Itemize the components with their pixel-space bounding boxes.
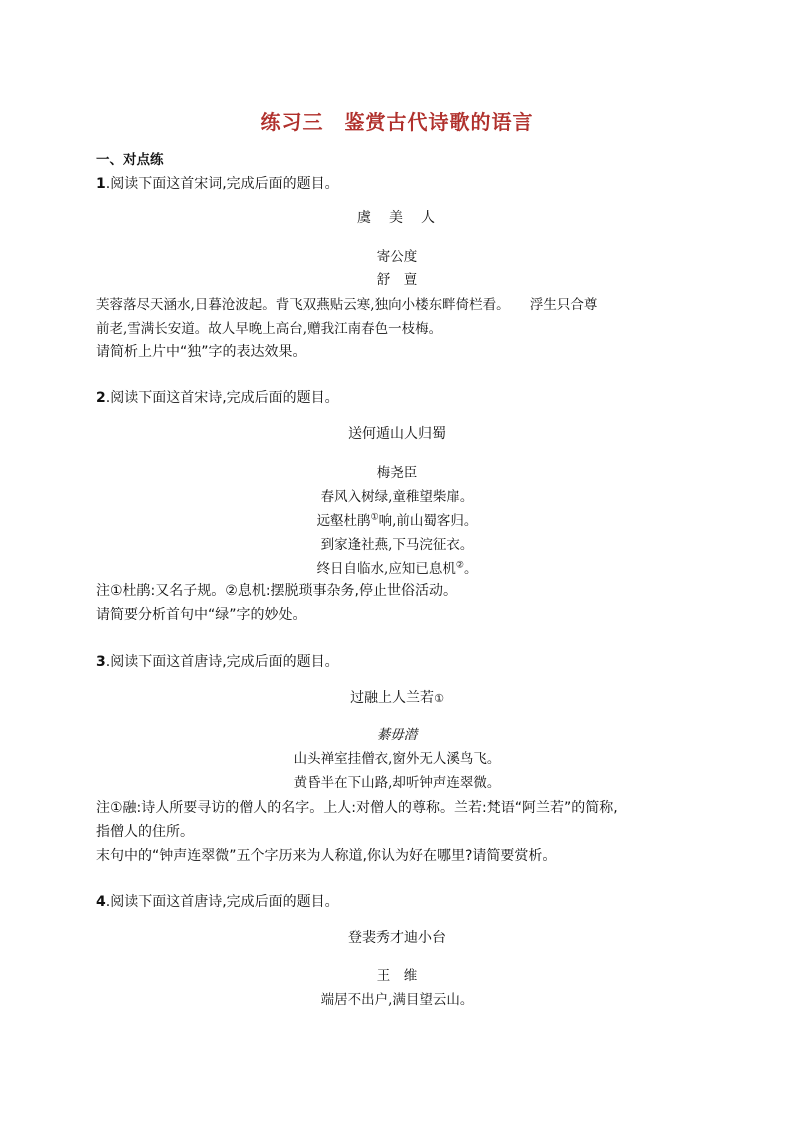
page-title: 练习三 鉴赏古代诗歌的语言 [260,110,534,134]
poem-author: 舒 亶 [376,272,418,288]
poem-line: 前老,雪满长安道。故人早晚上高台,赠我江南春色一枝梅。 [96,321,443,337]
question-number: 1 [96,176,106,192]
footnote-marker: ① [434,692,444,705]
question-4-prompt [96,891,339,911]
poem-line: 黄昏半在下山路,却听钟声连翠微。 [293,775,501,791]
question-number: 2 [96,390,106,406]
poem-line [0,509,794,529]
footnote: 注①融:诗人所要寻访的僧人的名字。上人:对僧人的尊称。兰若:梵语“阿兰若”的简称, [96,800,618,816]
poem-title: 送何遁山人归蜀 [348,426,446,442]
footnote-marker: ① [370,512,379,523]
question-number: 4 [96,894,106,910]
footnote: 指僧人的住所。 [96,824,194,840]
poem-line [0,557,794,577]
question-number: 3 [96,654,106,670]
prompt-text: .阅读下面这首唐诗,完成后面的题目。 [105,654,339,670]
poem-title-text: 过融上人兰若 [350,690,435,706]
poem-line: 春风入树绿,童稚望柴扉。 [320,489,474,505]
poem-subtitle: 寄公度 [376,249,418,265]
footnote-marker: ② [455,560,464,571]
prompt-text: .阅读下面这首宋词,完成后面的题目。 [105,176,339,192]
question-2-prompt [96,387,339,407]
poem-title: 虞 美 人 [357,210,437,226]
question-3-prompt [96,651,339,671]
poem-title [0,687,794,707]
prompt-text: .阅读下面这首宋诗,完成后面的题目。 [105,390,339,406]
poem-author: 王 维 [376,968,418,984]
poem-text: 远壑杜鹃 [316,513,371,529]
question-1-prompt [96,173,339,193]
poem-text: 。 [463,561,478,577]
poem-text: 终日自临水,应知已息机 [316,561,456,577]
prompt-text: .阅读下面这首唐诗,完成后面的题目。 [105,894,339,910]
question-text: 请简要分析首句中“绿”字的妙处。 [96,607,307,623]
poem-text: 响,前山蜀客归。 [378,513,478,529]
poem-author: 梅尧臣 [376,465,418,481]
question-text: 末句中的“钟声连翠微”五个字历来为人称道,你认为好在哪里?请简要赏析。 [96,848,557,864]
poem-line: 端居不出户,满目望云山。 [320,992,474,1008]
poem-title: 登裴秀才迪小台 [348,930,446,946]
section-heading: 一、对点练 [96,152,164,168]
poem-line: 山头禅室挂僧衣,窗外无人溪鸟飞。 [293,751,501,767]
footnote: 注①杜鹃:又名子规。②息机:摆脱琐事杂务,停止世俗活动。 [96,583,457,599]
poem-line: 芙蓉落尽天涵水,日暮沧波起。背飞双燕贴云寒,独向小楼东畔倚栏看。 浮生只合尊 [96,297,598,313]
question-text: 请简析上片中“独”字的表达效果。 [96,344,307,360]
poem-line: 到家逢社燕,下马浣征衣。 [320,537,474,553]
poem-author: 綦毋潜 [376,727,418,743]
